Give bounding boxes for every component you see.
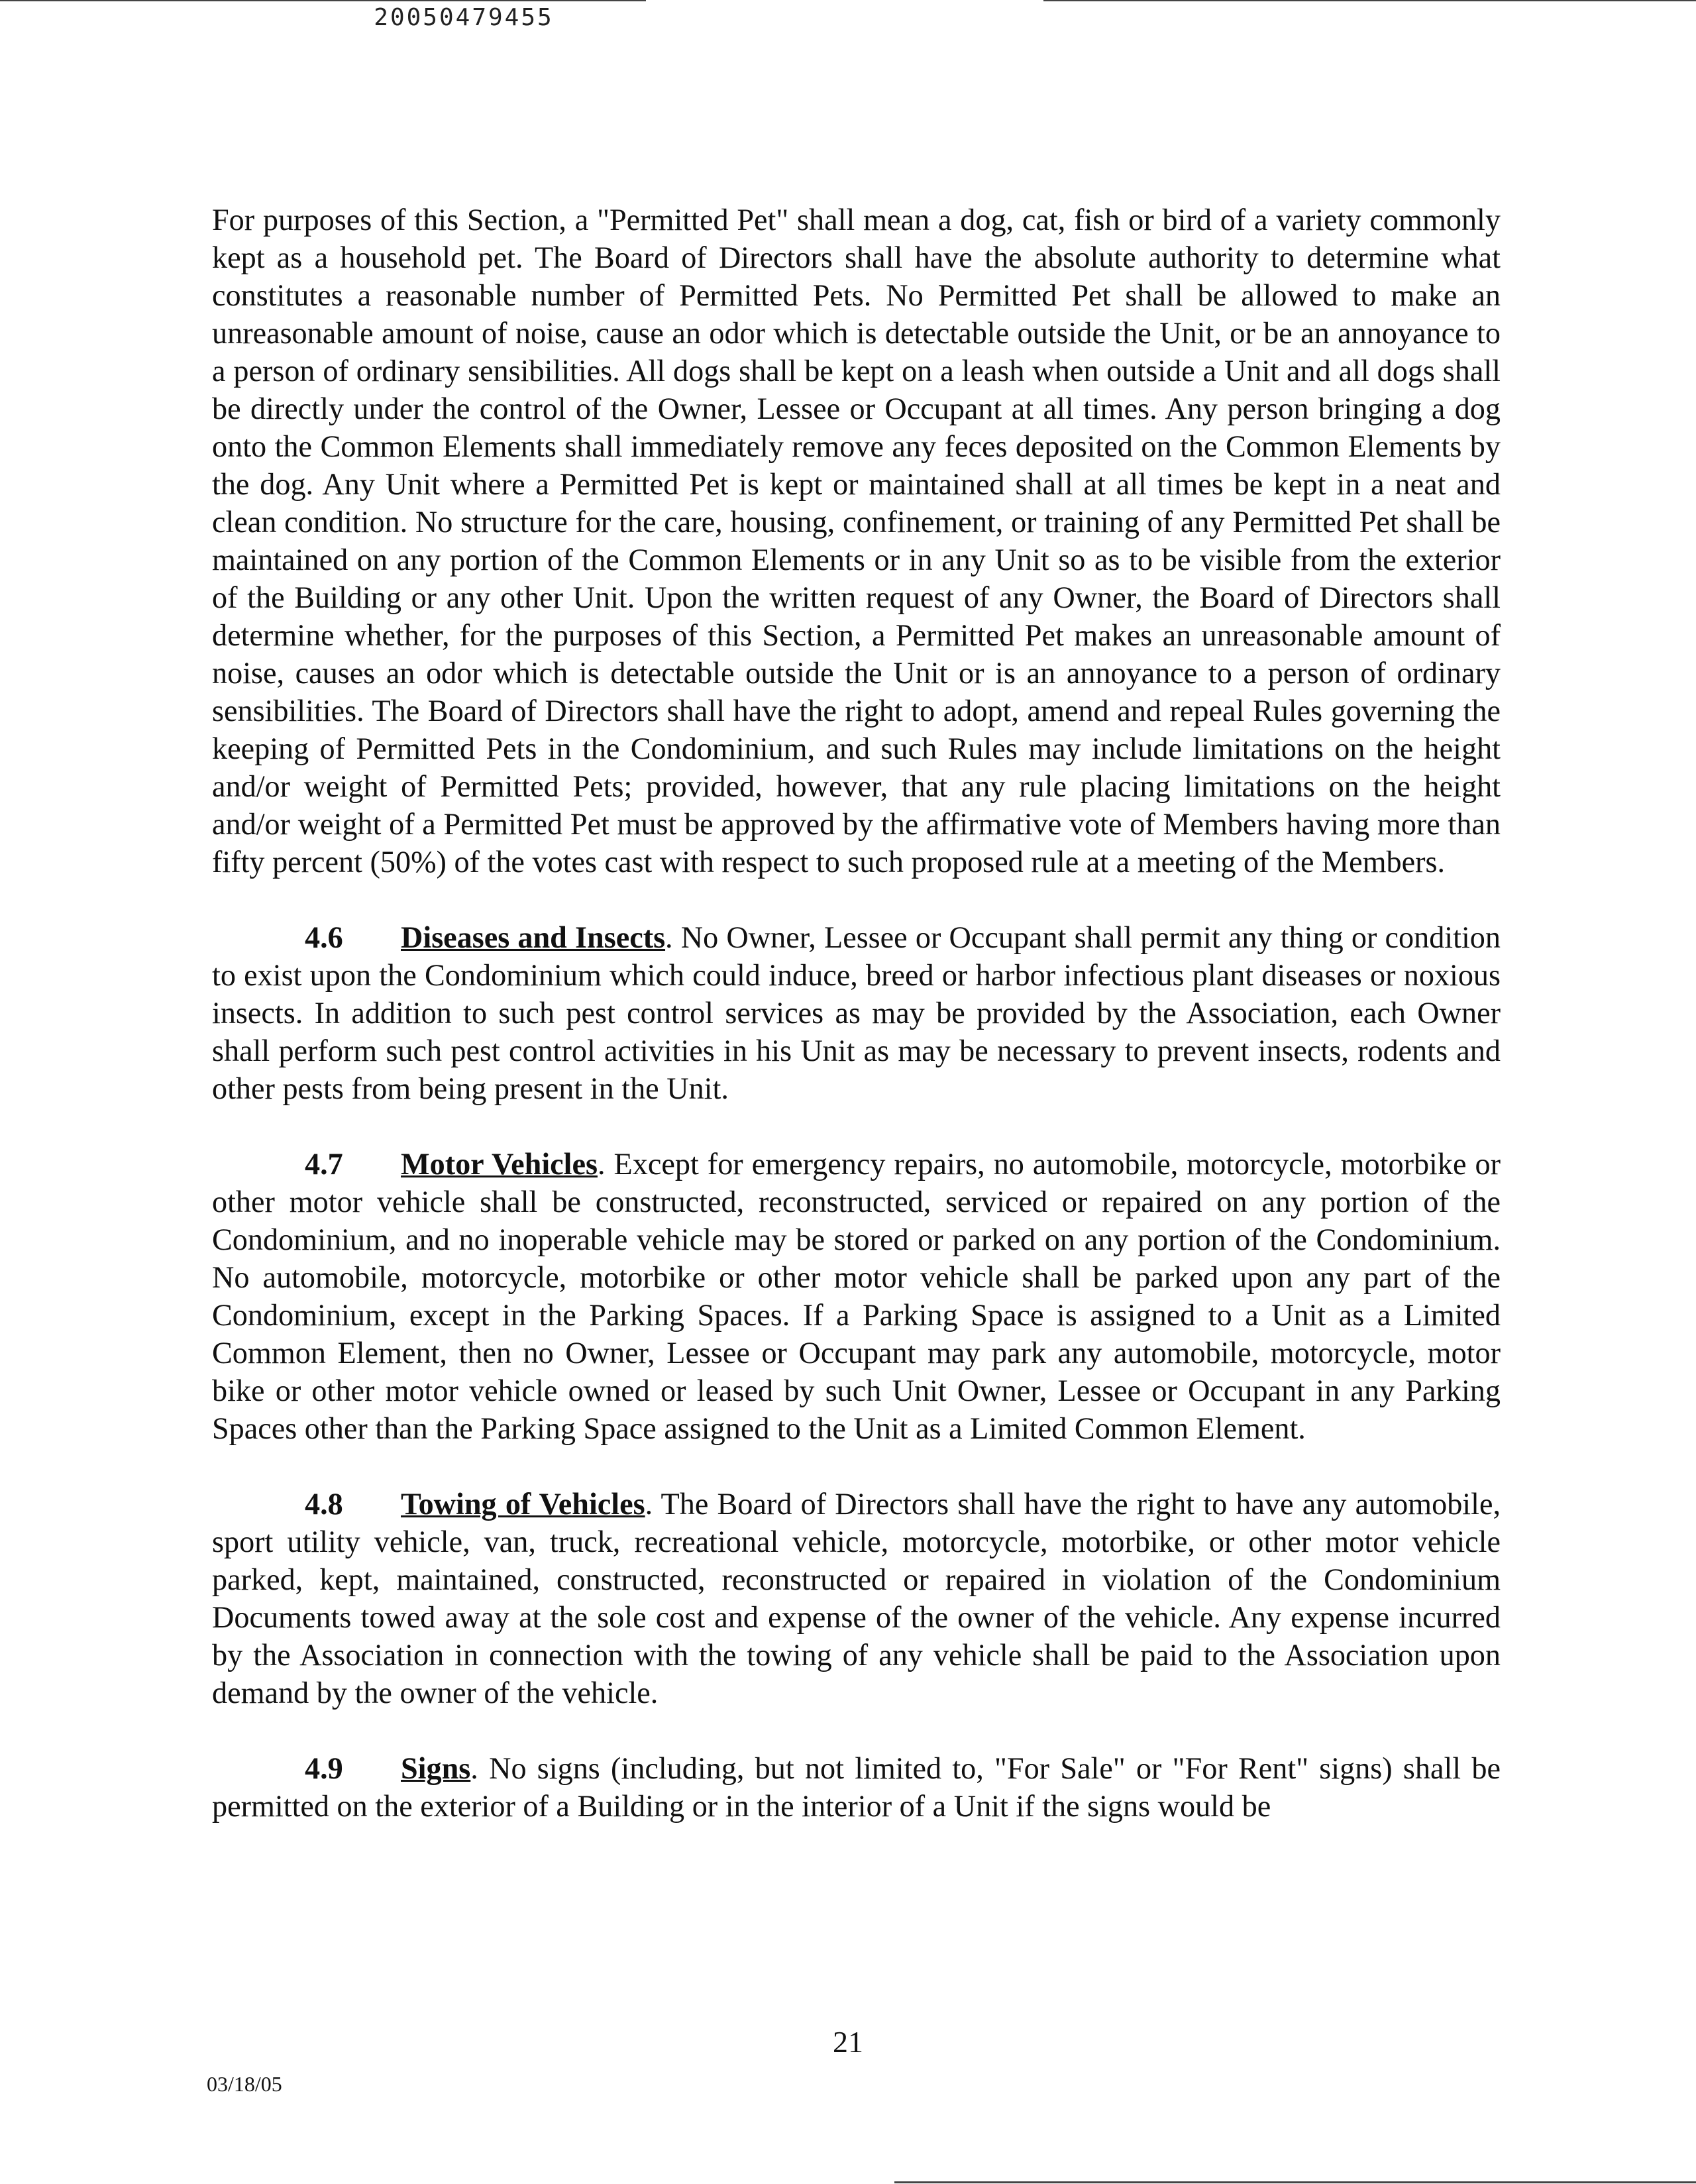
page-number: 21 [833,2025,863,2059]
section-number: 4.8 [305,1487,343,1521]
document-body [212,201,1501,1863]
section-number: 4.9 [305,1751,343,1785]
section-4-7 [212,1145,1501,1447]
top-rule-left [0,0,646,1]
section-title: Towing of Vehicles [401,1487,645,1521]
section-4-6 [212,918,1501,1107]
section-title: Motor Vehicles [401,1147,598,1181]
top-rule-right [1043,0,1696,1]
section-text: . The Board of Directors shall have the right to have any automobile, sport utility vehicle, van, truck, recreational vehicle, motorcycle, motorbike, or other motor vehicle parked, kept, maintained, constructed, reconstructed or repaired in violation of the Condominium Documents towed away at the sole cost and expense of the owner of the vehicle. Any expense incurred by the Association in connection with the towing of any vehicle shall be paid to the Association upon demand by the owner of the vehicle. [212,1487,1501,1710]
bottom-rule [894,2181,1696,2183]
section-text: . Except for emergency repairs, no automobile, motorcycle, motorbike or other motor vehicle shall be constructed, reconstructed, serviced or repaired on any portion of the Condominium, and no inoperable vehicle may be stored or parked on any portion of the Condominium. No automobile, motorcycle, motorbike or other motor vehicle shall be parked upon any part of the Condominium, except in the Parking Spaces. If a Parking Space is assigned to a Unit as a Limited Common Element, then no Owner, Lessee or Occupant may park any automobile, motorcycle, motor bike or other motor vehicle owned or leased by such Unit Owner, Lessee or Occupant in any Parking Spaces other than the Parking Space assigned to the Unit as a Limited Common Element. [212,1147,1501,1445]
section-4-8 [212,1485,1501,1712]
section-text: . No Owner, Lessee or Occupant shall permit any thing or condition to exist upon the Condominium which could induce, breed or harbor infectious plant diseases or noxious insects. In addition to such pest control services as may be provided by the Association, each Owner shall perform such pest control activities in his Unit as may be necessary to prevent insects, rodents and other pests from being present in the Unit. [212,920,1501,1105]
section-number: 4.6 [305,920,343,954]
section-number: 4.7 [305,1147,343,1181]
intro-paragraph: For purposes of this Section, a "Permitted Pet" shall mean a dog, cat, fish or bird of a variety commonly kept as a household pet. The Board of Directors shall have the absolute authority to determine what constitutes a reasonable number of Permitted Pets. No Permitted Pet shall be allowed to make an unreasonable amount of noise, cause an odor which is detectable outside the Unit, or be an annoyance to a person of ordinary sensibilities. All dogs shall be kept on a leash when outside a Unit and all dogs shall be directly under the control of the Owner, Lessee or Occupant at all times. Any person bringing a dog onto the Common Elements shall immediately remove any feces deposited on the Common Elements by the dog. Any Unit where a Permitted Pet is kept or maintained shall at all times be kept in a neat and clean condition. No structure for the care, housing, confinement, or training of any Permitted Pet shall be maintained on any portion of the Common Elements or in any Unit so as to be visible from the exterior of the Building or any other Unit. Upon the written request of any Owner, the Board of Directors shall determine whether, for the purposes of this Section, a Permitted Pet makes an unreasonable amount of noise, causes an odor which is detectable outside the Unit or is an annoyance to a person of ordinary sensibilities. The Board of Directors shall have the right to adopt, amend and repeal Rules governing the keeping of Permitted Pets in the Condominium, and such Rules may include limitations on the height and/or weight of Permitted Pets; provided, however, that any rule placing limitations on the height and/or weight of a Permitted Pet must be approved by the affirmative vote of Members having more than fifty percent (50%) of the votes cast with respect to such proposed rule at a meeting of the Members. [212,203,1501,879]
page-date: 03/18/05 [207,2072,282,2096]
section-4-9 [212,1749,1501,1825]
section-text: . No signs (including, but not limited to, "For Sale" or "For Rent" signs) shall be permitted on the exterior of a Building or in the interior of a Unit if the signs would be [212,1751,1501,1823]
document-number: 20050479455 [374,4,554,31]
section-title: Diseases and Insects [401,920,666,954]
section-title: Signs [401,1751,471,1785]
